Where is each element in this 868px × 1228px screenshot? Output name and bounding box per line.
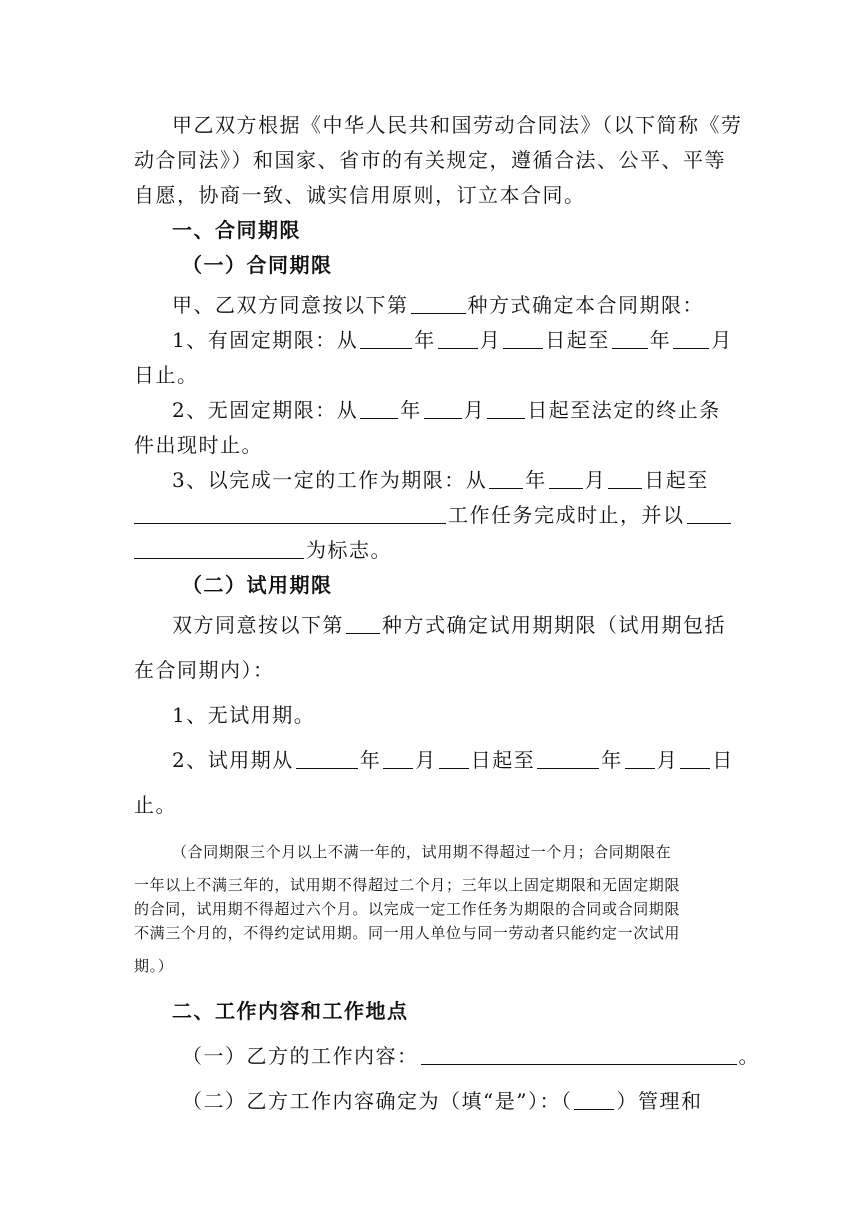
open-start-year-blank[interactable] xyxy=(360,396,398,419)
section-1-sub-2-heading: （二）试用期限 xyxy=(182,573,333,597)
end-year-blank[interactable] xyxy=(612,326,648,349)
probation-end-day-blank[interactable] xyxy=(680,746,710,769)
term-option-3: 3、以完成一定的工作为期限：从 年 月 日起至 xyxy=(172,468,709,492)
probation-note-line-1: （合同期限三个月以上不满一年的，试用期不得超过一个月；合同期限在 xyxy=(172,843,672,861)
work-content-item-2: （二）乙方工作内容确定为（填“是”）：（ ）管理和 xyxy=(182,1089,703,1113)
end-month-blank[interactable] xyxy=(673,326,709,349)
work-content-blank[interactable] xyxy=(421,1042,737,1065)
probation-end-month-blank[interactable] xyxy=(625,746,655,769)
term-option-1-end: 日止。 xyxy=(134,363,199,387)
task-start-day-blank[interactable] xyxy=(608,466,642,489)
open-start-day-blank[interactable] xyxy=(487,396,525,419)
section-1-heading: 一、合同期限 xyxy=(172,218,301,242)
probation-note-line-4: 不满三个月的，不得约定试用期。同一用人单位与同一劳动者只能约定一次试用 xyxy=(134,924,681,942)
probation-option-2-end: 止。 xyxy=(134,793,177,817)
term-option-2: 2、无固定期限：从 年 月 日起至法定的终止条 xyxy=(172,398,721,422)
term-option-2-end: 件出现时止。 xyxy=(134,433,263,457)
preamble-line-2: 动合同法》）和国家、省市的有关规定，遵循合法、公平、平等 xyxy=(134,148,726,172)
contract-term-intro: 甲、乙双方同意按以下第 种方式确定本合同期限： xyxy=(172,293,704,317)
term-option-3-line-3: 为标志。 xyxy=(134,536,392,564)
section-1-sub-1-heading: （一）合同期限 xyxy=(182,253,333,277)
preamble-line-1: 甲乙双方根据《中华人民共和国劳动合同法》（以下简称《劳 xyxy=(172,113,743,137)
probation-intro: 双方同意按以下第 种方式确定试用期期限（试用期包括 xyxy=(172,613,726,637)
probation-note-line-5: 期。） xyxy=(134,957,174,975)
probation-start-month-blank[interactable] xyxy=(383,746,413,769)
open-start-month-blank[interactable] xyxy=(424,396,462,419)
probation-start-day-blank[interactable] xyxy=(439,746,469,769)
work-content-item-1: （一）乙方的工作内容： 。 xyxy=(182,1044,760,1068)
task-description-blank[interactable] xyxy=(134,501,446,524)
probation-option-2: 2、试用期从 年 月 日起至 年 月 日 xyxy=(172,748,734,772)
probation-end-year-blank[interactable] xyxy=(537,746,599,769)
start-day-blank[interactable] xyxy=(503,326,543,349)
probation-note-line-2: 一年以上不满三年的，试用期不得超过二个月；三年以上固定期限和无固定期限 xyxy=(134,876,681,894)
start-year-blank[interactable] xyxy=(360,326,412,349)
task-marker-blank-b[interactable] xyxy=(134,536,304,559)
term-option-1: 1、有固定期限：从 年 月 日起至 年 月 xyxy=(172,328,733,352)
probation-option-1: 1、无试用期。 xyxy=(172,703,316,727)
task-start-year-blank[interactable] xyxy=(489,466,523,489)
preamble-line-3: 自愿，协商一致、诚实信用原则，订立本合同。 xyxy=(134,183,586,207)
term-method-blank[interactable] xyxy=(411,291,466,314)
probation-method-blank[interactable] xyxy=(346,611,380,634)
probation-note-line-3: 的合同，试用期不得超过六个月。以完成一定工作任务为期限的合同或合同期限 xyxy=(134,900,681,918)
start-month-blank[interactable] xyxy=(438,326,478,349)
probation-start-year-blank[interactable] xyxy=(296,746,358,769)
task-start-month-blank[interactable] xyxy=(549,466,583,489)
management-choice-blank[interactable] xyxy=(574,1087,614,1110)
task-marker-blank-a[interactable] xyxy=(687,501,731,524)
probation-intro-end: 在合同期内）： xyxy=(134,658,275,682)
section-2-heading: 二、工作内容和工作地点 xyxy=(172,999,409,1023)
term-option-3-line-2: 工作任务完成时止，并以 xyxy=(134,501,733,529)
